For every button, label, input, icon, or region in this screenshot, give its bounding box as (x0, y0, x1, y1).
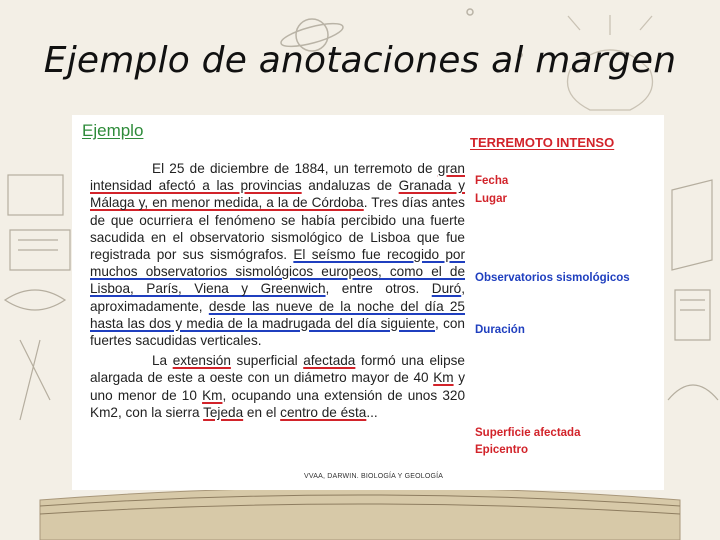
left-sketches (5, 175, 70, 420)
text-run: , con fuertes sacudidas verticales. (90, 315, 465, 349)
annotation-fecha: Fecha (475, 175, 509, 187)
underline-date-place: gran intensidad afectó a las provincias (90, 161, 465, 194)
right-sketches (668, 180, 718, 400)
text-run: y uno menor de 10 (90, 370, 465, 403)
annotation-observatorios: Observatorios sismológicos (475, 272, 630, 284)
document-heading: Ejemplo (82, 121, 144, 140)
underline-extension: extensión (172, 353, 231, 369)
underline-observatories: El seísmo fue recogido por muchos observatorios sismológicos europeos, como el de Lisboa, París, Viena y Greenwich (90, 247, 465, 297)
text-run: , aproximadamente, (90, 281, 465, 314)
document-passage (90, 160, 465, 424)
document-card (72, 115, 664, 490)
paragraph-1 (90, 160, 465, 349)
text-run: , entre otros. (325, 281, 432, 297)
underline-epicenter: centro de ésta (280, 404, 367, 420)
text-run: andaluzas de (301, 178, 399, 194)
underline-km: Km (433, 370, 454, 386)
annotation-lugar: Lugar (475, 193, 507, 205)
text-run: El 25 de diciembre de 1884, un terremoto de (152, 161, 438, 176)
text-run: , ocupando una extensión de unos 320 Km2, con la sierra (90, 387, 466, 420)
text-run: en el (243, 404, 281, 420)
annotation-epicentro: Epicentro (475, 444, 529, 456)
text-run: formó una elipse alargada de este a oeste con un diámetro mayor de 40 (90, 353, 465, 386)
underline-duration-span: desde las nueve de la noche del día 25 hasta las dos y media de la madrugada del día siguiente (90, 298, 465, 331)
text-run: La (152, 353, 173, 369)
underline-place: Granada y Málaga y, en menor medida, a la de Córdoba (90, 178, 466, 211)
annotation-superficie: Superficie afectada (475, 427, 581, 439)
annotation-duracion: Duración (475, 324, 525, 336)
underline-sierra: Tejeda (203, 404, 244, 420)
annotation-title: TERREMOTO INTENSO (470, 135, 615, 150)
source-citation: VVAA, DARWIN. BIOLOGÍA Y GEOLOGÍA (304, 473, 444, 480)
text-run: . Tres días antes de que ocurriera el fenómeno se había percibido una fuerte sacudida en el observatorio sismológico de Lisboa que fue registrada por sus sismógrafos. (90, 195, 465, 263)
paragraph-2 (90, 352, 465, 421)
underline-km: Km (202, 387, 223, 403)
underline-duration: Duró (431, 281, 462, 297)
text-run: ... (366, 404, 378, 420)
slide-title: Ejemplo de anotaciones al margen (43, 40, 677, 81)
underline-affected: afectada (303, 353, 356, 369)
text-run: superficial (230, 353, 304, 369)
book-doodle (40, 488, 680, 540)
